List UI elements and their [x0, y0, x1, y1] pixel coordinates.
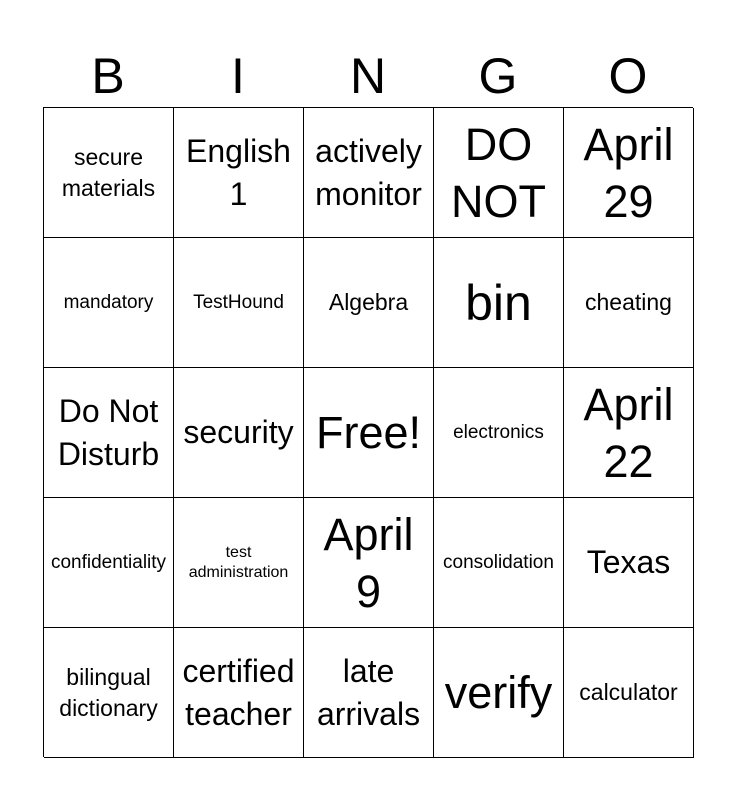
header-letter-b: B: [91, 48, 125, 104]
cell-label: confidentiality: [50, 551, 167, 573]
cell-label: Algebra: [328, 289, 409, 315]
free-space-label: Free!: [315, 407, 422, 458]
header-letter-i: I: [231, 48, 245, 104]
cell-label: bin: [465, 274, 532, 331]
bingo-cell[interactable]: [564, 628, 694, 758]
bingo-cell[interactable]: [434, 238, 564, 368]
cell-label: DO NOT: [451, 118, 546, 227]
cell-label: electronics: [453, 421, 544, 443]
cell-label: April 22: [583, 378, 674, 487]
header-letter-g: G: [478, 48, 518, 104]
cell-label: test administration: [188, 543, 289, 581]
cell-label: late arrivals: [316, 652, 421, 732]
bingo-cell[interactable]: [304, 108, 434, 238]
cell-label: Do Not Disturb: [57, 392, 160, 472]
bingo-cell[interactable]: [44, 368, 174, 498]
cell-label: April 9: [323, 508, 414, 617]
free-space-cell[interactable]: [304, 368, 434, 498]
cell-label: actively monitor: [315, 132, 422, 212]
bingo-cell[interactable]: [44, 238, 174, 368]
header-letter-n: N: [349, 48, 387, 104]
bingo-cell[interactable]: [564, 238, 694, 368]
cell-label: certified teacher: [182, 652, 295, 732]
bingo-cell[interactable]: [434, 108, 564, 238]
cell-label: consolidation: [443, 551, 554, 573]
cell-label: security: [183, 414, 294, 450]
cell-label: April 29: [583, 118, 674, 227]
bingo-board: [43, 107, 693, 757]
bingo-cell[interactable]: [434, 498, 564, 628]
bingo-cell[interactable]: [434, 368, 564, 498]
bingo-cell[interactable]: [564, 498, 694, 628]
cell-label: mandatory: [63, 291, 154, 313]
bingo-cell[interactable]: [564, 108, 694, 238]
cell-label: Texas: [586, 544, 671, 580]
bingo-cell[interactable]: [304, 498, 434, 628]
bingo-cell[interactable]: [174, 368, 304, 498]
bingo-cell[interactable]: [304, 628, 434, 758]
header-letter-o: O: [608, 48, 648, 104]
cell-label: verify: [444, 667, 553, 718]
bingo-cell[interactable]: [44, 108, 174, 238]
bingo-cell[interactable]: [434, 628, 564, 758]
cell-label: TestHound: [193, 291, 284, 313]
cell-label: calculator: [579, 679, 678, 705]
cell-label: bilingual dictionary: [59, 663, 158, 721]
bingo-cell[interactable]: [304, 238, 434, 368]
cell-label: English 1: [186, 132, 291, 212]
bingo-cell[interactable]: [174, 498, 304, 628]
bingo-cell[interactable]: [44, 498, 174, 628]
bingo-cell[interactable]: [174, 108, 304, 238]
bingo-cell[interactable]: [174, 238, 304, 368]
bingo-header: [43, 44, 693, 108]
bingo-cell[interactable]: [564, 368, 694, 498]
cell-label: cheating: [585, 289, 672, 315]
bingo-cell[interactable]: [44, 628, 174, 758]
bingo-cell[interactable]: [174, 628, 304, 758]
cell-label: secure materials: [61, 143, 156, 201]
